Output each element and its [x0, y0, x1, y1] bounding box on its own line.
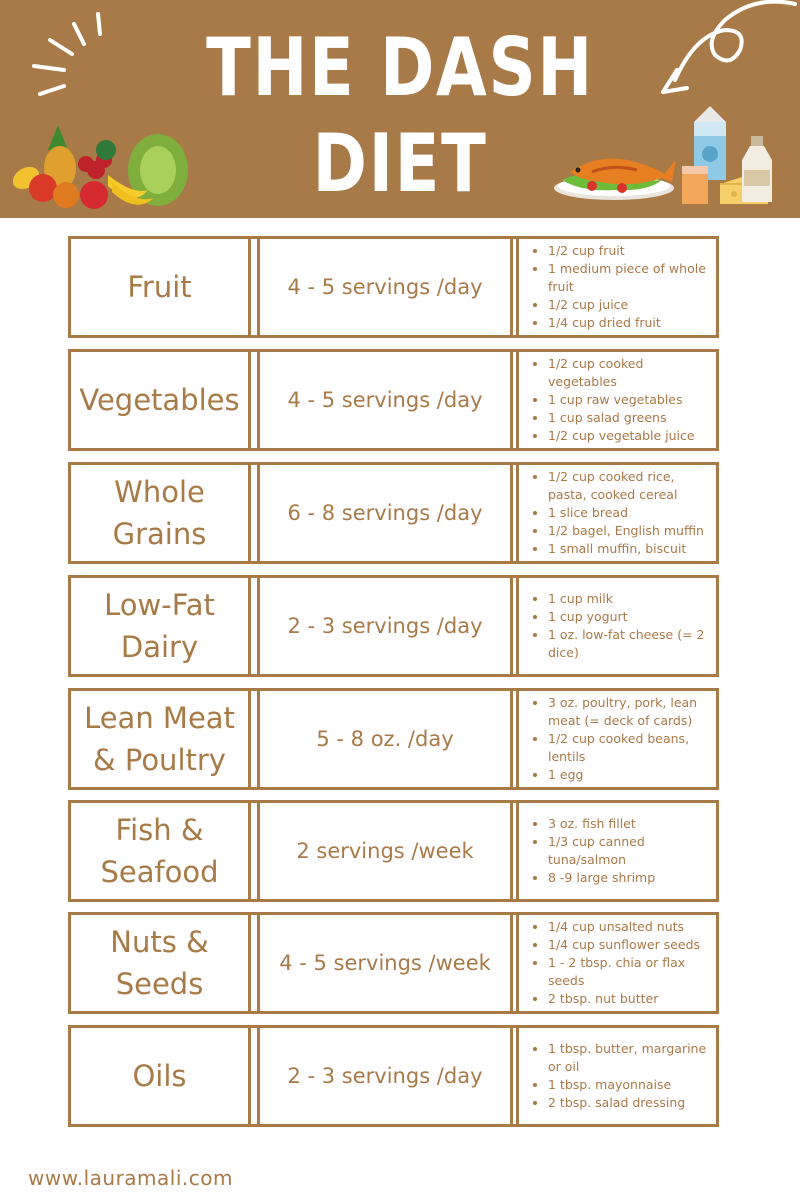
title-line-2: DIET [312, 117, 488, 210]
serving-examples [516, 575, 719, 677]
food-group-row [68, 800, 719, 902]
serving-examples [516, 236, 719, 338]
examples-list [531, 918, 710, 1008]
examples-list [531, 815, 710, 887]
example-item: 2 tbsp. salad dressing [531, 1094, 710, 1112]
food-group-row [68, 688, 719, 790]
example-item: 1 small muffin, biscuit [531, 540, 710, 558]
food-group-row [68, 236, 719, 338]
servings-text: 4 - 5 servings /day [257, 236, 513, 338]
example-item: 1/3 cup canned tuna/salmon [531, 833, 710, 869]
example-item: 1/4 cup unsalted nuts [531, 918, 710, 936]
examples-list [531, 1040, 710, 1112]
example-item: 2 tbsp. nut butter [531, 990, 710, 1008]
serving-examples [516, 349, 719, 451]
food-group-name: Low-Fat Dairy [68, 575, 251, 677]
example-item: 1/2 cup juice [531, 296, 710, 314]
examples-list [531, 590, 710, 662]
serving-examples [516, 462, 719, 564]
servings-text: 2 servings /week [257, 800, 513, 902]
example-item: 1 tbsp. mayonnaise [531, 1076, 710, 1094]
example-item: 1 cup raw vegetables [531, 391, 710, 409]
example-item: 1/2 cup cooked beans, lentils [531, 730, 710, 766]
servings-text: 6 - 8 servings /day [257, 462, 513, 564]
examples-list [531, 468, 710, 558]
example-item: 1 cup salad greens [531, 409, 710, 427]
example-item: 1 cup milk [531, 590, 710, 608]
examples-list [531, 355, 710, 445]
servings-text: 2 - 3 servings /day [257, 1025, 513, 1127]
food-group-name: Fish & Seafood [68, 800, 251, 902]
food-group-row [68, 912, 719, 1014]
serving-examples [516, 688, 719, 790]
food-group-row [68, 575, 719, 677]
servings-text: 2 - 3 servings /day [257, 575, 513, 677]
example-item: 1/4 cup sunflower seeds [531, 936, 710, 954]
example-item: 3 oz. poultry, pork, lean meat (= deck of cards) [531, 694, 710, 730]
food-group-row [68, 1025, 719, 1127]
example-item: 1 - 2 tbsp. chia or flax seeds [531, 954, 710, 990]
servings-text: 4 - 5 servings /day [257, 349, 513, 451]
servings-text: 5 - 8 oz. /day [257, 688, 513, 790]
example-item: 1/2 cup vegetable juice [531, 427, 710, 445]
milk-bottle-icon [740, 134, 774, 204]
header-banner [0, 0, 800, 218]
title-line-1: THE DASH [206, 21, 594, 114]
servings-text: 4 - 5 servings /week [257, 912, 513, 1014]
example-item: 1 medium piece of whole fruit [531, 260, 710, 296]
example-item: 1/4 cup dried fruit [531, 314, 710, 332]
example-item: 1/2 cup fruit [531, 242, 710, 260]
food-group-row [68, 349, 719, 451]
example-item: 1 egg [531, 766, 710, 784]
food-group-name: Vegetables [68, 349, 251, 451]
website-url[interactable]: www.lauramali.com [28, 1166, 233, 1190]
serving-examples [516, 1025, 719, 1127]
examples-list [531, 242, 710, 332]
food-group-row [68, 462, 719, 564]
example-item: 1/2 cup cooked rice, pasta, cooked cereal [531, 468, 710, 504]
example-item: 1/2 bagel, English muffin [531, 522, 710, 540]
serving-examples [516, 912, 719, 1014]
serving-examples [516, 800, 719, 902]
example-item: 1/2 cup cooked vegetables [531, 355, 710, 391]
examples-list [531, 694, 710, 784]
example-item: 1 tbsp. butter, margarine or oil [531, 1040, 710, 1076]
example-item: 1 oz. low-fat cheese (= 2 dice) [531, 626, 710, 662]
food-group-name: Lean Meat & Poultry [68, 688, 251, 790]
food-group-name: Fruit [68, 236, 251, 338]
example-item: 3 oz. fish fillet [531, 815, 710, 833]
page-title [72, 20, 728, 212]
food-group-name: Whole Grains [68, 462, 251, 564]
food-group-name: Nuts & Seeds [68, 912, 251, 1014]
example-item: 1 slice bread [531, 504, 710, 522]
example-item: 1 cup yogurt [531, 608, 710, 626]
food-group-name: Oils [68, 1025, 251, 1127]
example-item: 8 -9 large shrimp [531, 869, 710, 887]
